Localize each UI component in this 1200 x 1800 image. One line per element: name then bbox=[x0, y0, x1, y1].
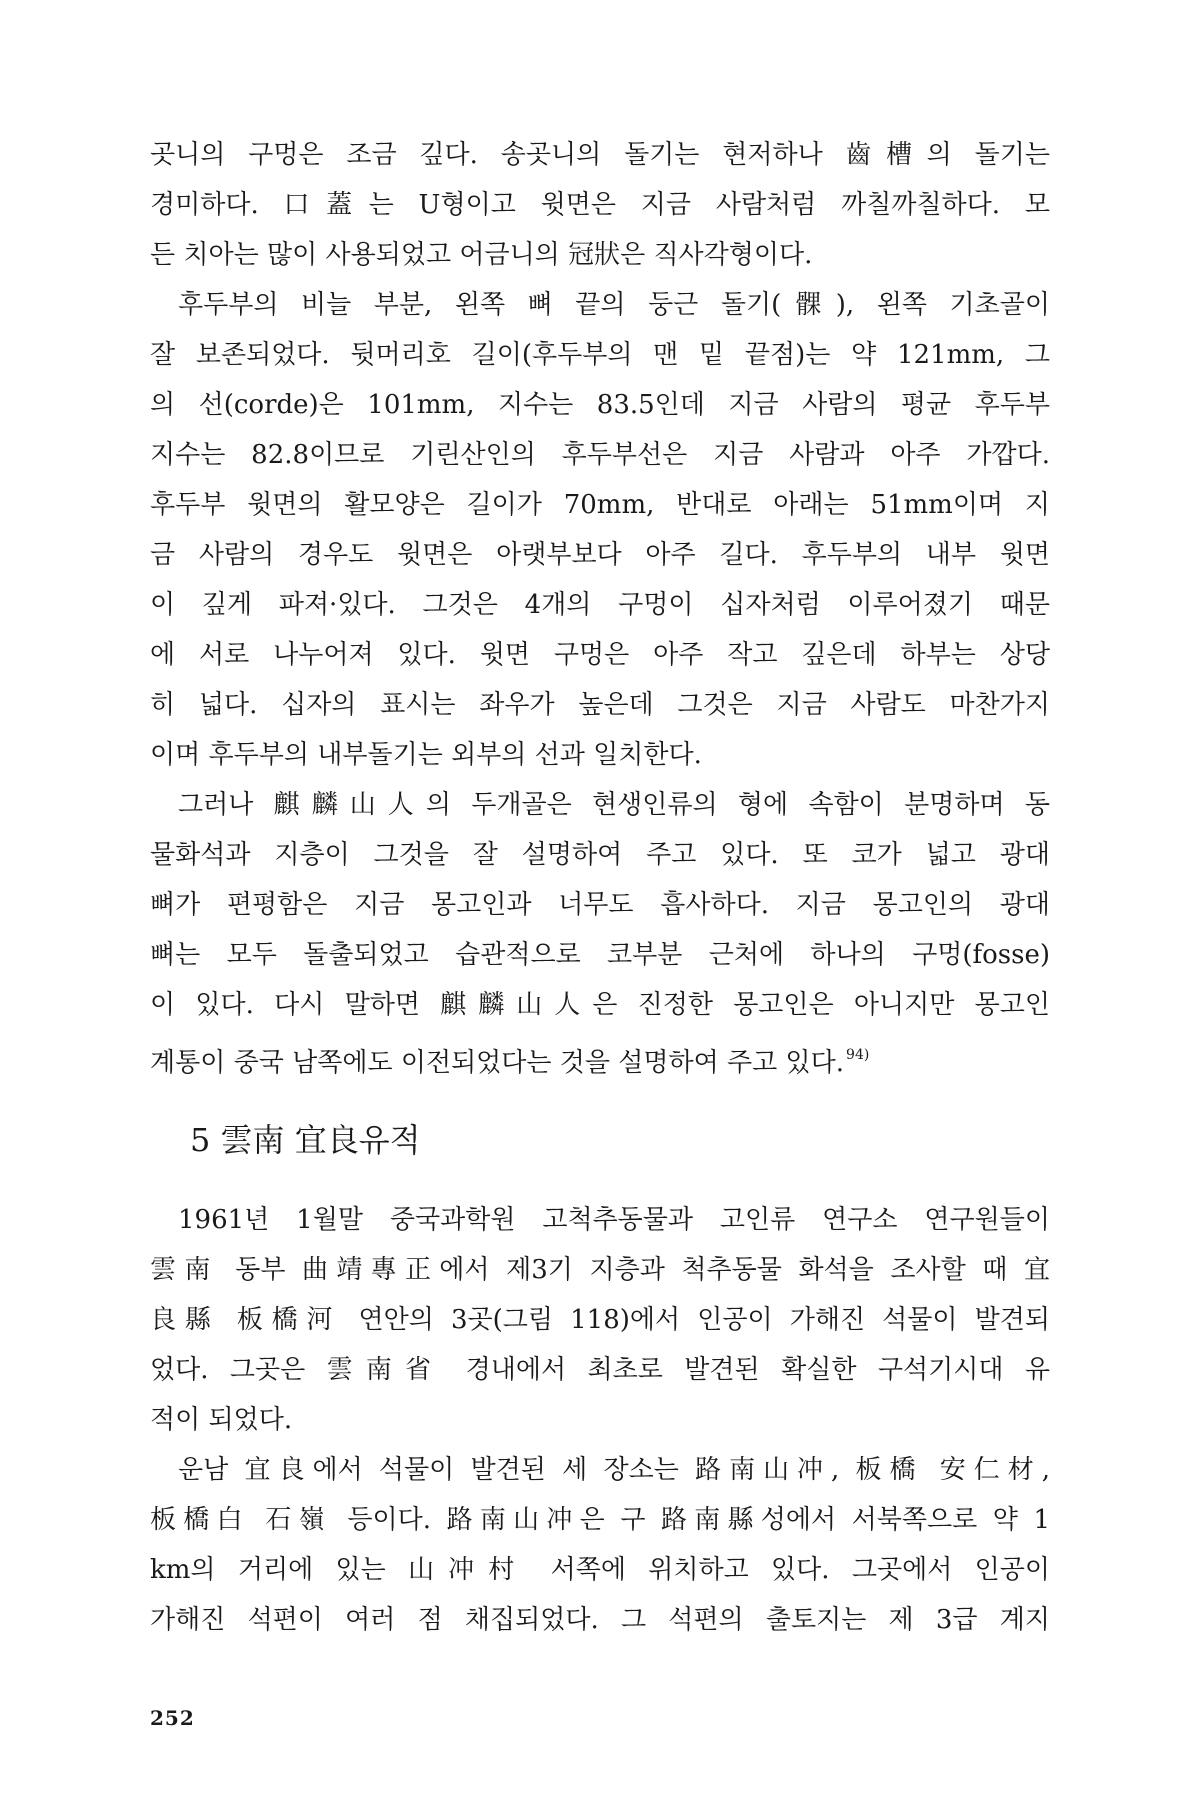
paragraph-start-line: 후두부의 비늘 부분, 왼쪽 뼈 끝의 둥근 돌기(髁), 왼쪽 기초골이 bbox=[178, 290, 1050, 320]
text-line: 良縣 板橋河 연안의 3곳(그림 118)에서 인공이 가해진 석물이 발견되 bbox=[150, 1305, 1050, 1335]
text-line-content: 계통이 중국 남쪽에도 이전되었다는 것을 설명하여 주고 있다. bbox=[150, 1048, 845, 1078]
text-line: 에 서로 나누어져 있다. 윗면 구멍은 아주 작고 깊은데 하부는 상당 bbox=[150, 640, 1050, 670]
paragraph-start-line: 그러나 麒麟山人의 두개골은 현생인류의 형에 속함이 분명하며 동 bbox=[178, 790, 1050, 820]
text-line: 었다. 그곳은 雲南省 경내에서 최초로 발견된 확실한 구석기시대 유 bbox=[150, 1355, 1050, 1385]
section-heading: 5 雲南 宜良유적 bbox=[190, 1121, 421, 1159]
text-line: 금 사람의 경우도 윗면은 아랫부보다 아주 길다. 후두부의 내부 윗면 bbox=[150, 540, 1050, 570]
footnote-marker: 94) bbox=[846, 1047, 870, 1063]
text-line: 잘 보존되었다. 뒷머리호 길이(후두부의 맨 밑 끝점)는 약 121mm, 그 bbox=[150, 340, 1050, 370]
text-line bbox=[150, 1030, 1050, 1080]
body-text-section-2 bbox=[150, 1195, 1050, 1645]
page-number: 252 bbox=[150, 1706, 195, 1730]
text-line: 이 있다. 다시 말하면 麒麟山人은 진정한 몽고인은 아니지만 몽고인 bbox=[150, 990, 1050, 1020]
text-line: km의 거리에 있는 山冲村 서쪽에 위치하고 있다. 그곳에서 인공이 bbox=[150, 1555, 1050, 1585]
text-line: 이며 후두부의 내부돌기는 외부의 선과 일치한다. bbox=[150, 740, 702, 770]
text-line: 든 치아는 많이 사용되었고 어금니의 冠狀은 직사각형이다. bbox=[150, 240, 813, 270]
text-line: 이 깊게 파져·있다. 그것은 4개의 구멍이 십자처럼 이루어졌기 때문 bbox=[150, 590, 1050, 620]
paragraph-start-line: 1961년 1월말 중국과학원 고척추동물과 고인류 연구소 연구원들이 bbox=[178, 1205, 1050, 1235]
body-text-section-1 bbox=[150, 130, 1050, 1080]
text-line: 곳니의 구멍은 조금 깊다. 송곳니의 돌기는 현저하나 齒槽의 돌기는 bbox=[150, 140, 1050, 170]
text-line: 히 넓다. 십자의 표시는 좌우가 높은데 그것은 지금 사람도 마찬가지 bbox=[150, 690, 1050, 720]
text-line: 板橋白 石嶺 등이다. 路南山冲은 구 路南縣성에서 서북쪽으로 약 1 bbox=[150, 1505, 1050, 1535]
text-line: 지수는 82.8이므로 기린산인의 후두부선은 지금 사람과 아주 가깝다. bbox=[150, 440, 1050, 470]
text-line: 경미하다. 口蓋는 U형이고 윗면은 지금 사람처럼 까칠까칠하다. 모 bbox=[150, 190, 1050, 220]
paragraph-start-line: 운남 宜良에서 석물이 발견된 세 장소는 路南山冲, 板橋 安仁材, bbox=[178, 1455, 1050, 1485]
text-line: 후두부 윗면의 활모양은 길이가 70mm, 반대로 아래는 51mm이며 지 bbox=[150, 490, 1050, 520]
text-line: 가해진 석편이 여러 점 채집되었다. 그 석편의 출토지는 제 3급 계지 bbox=[150, 1605, 1050, 1635]
text-line: 뼈는 모두 돌출되었고 습관적으로 코부분 근처에 하나의 구멍(fosse) bbox=[150, 940, 1050, 970]
text-line: 의 선(corde)은 101mm, 지수는 83.5인데 지금 사람의 평균 후두부 bbox=[150, 390, 1050, 420]
text-line: 물화석과 지층이 그것을 잘 설명하여 주고 있다. 또 코가 넓고 광대 bbox=[150, 840, 1050, 870]
text-line: 적이 되었다. bbox=[150, 1405, 293, 1435]
text-line: 雲南 동부 曲靖專正에서 제3기 지층과 척추동물 화석을 조사할 때 宜 bbox=[150, 1255, 1050, 1285]
text-line: 뼈가 편평함은 지금 몽고인과 너무도 흡사하다. 지금 몽고인의 광대 bbox=[150, 890, 1050, 920]
